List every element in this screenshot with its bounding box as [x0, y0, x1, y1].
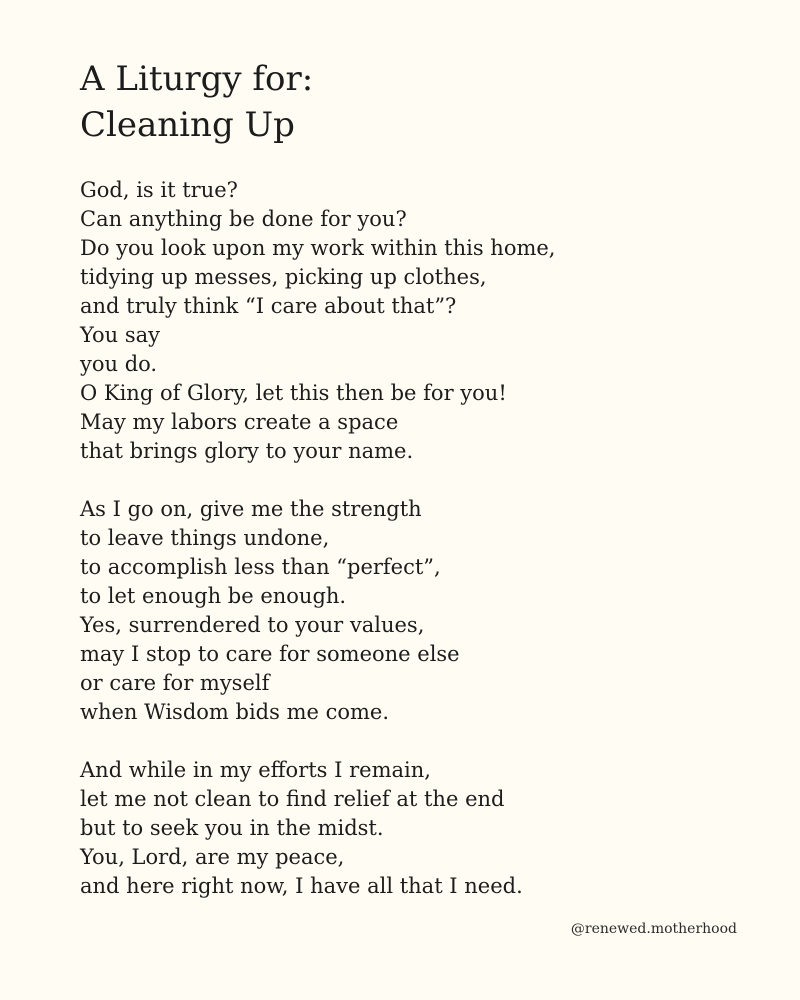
- poem-line: You, Lord, are my peace,: [80, 845, 345, 869]
- poem-body: [80, 176, 760, 901]
- poem-line: and truly think “I care about that”?: [80, 294, 457, 318]
- poem-line: to leave things undone,: [80, 526, 330, 550]
- poem-line: As I go on, give me the strength: [80, 497, 422, 521]
- social-handle: @renewed.motherhood: [570, 921, 737, 937]
- title-line-2: Cleaning Up: [80, 105, 295, 145]
- poem-line: to accomplish less than “perfect”,: [80, 555, 441, 579]
- poem-line: You say: [80, 323, 161, 347]
- poem-line: but to seek you in the midst.: [80, 816, 384, 840]
- poem-line: And while in my efforts I remain,: [80, 758, 431, 782]
- stanza-1: [80, 176, 760, 466]
- poem-line: God, is it true?: [80, 178, 238, 202]
- page-title: [80, 56, 760, 148]
- poem-line: to let enough be enough.: [80, 584, 347, 608]
- stanza-3: [80, 756, 760, 901]
- poem-line: that brings glory to your name.: [80, 439, 414, 463]
- poem-line: Can anything be done for you?: [80, 207, 407, 231]
- poem-line: tidying up messes, picking up clothes,: [80, 265, 487, 289]
- poem-line: May my labors create a space: [80, 410, 399, 434]
- poem-line: Yes, surrendered to your values,: [80, 613, 425, 637]
- poem-line: Do you look upon my work within this home,: [80, 236, 556, 260]
- poem-line: and here right now, I have all that I need.: [80, 874, 523, 898]
- poem-line: when Wisdom bids me come.: [80, 700, 390, 724]
- stanza-2: [80, 495, 760, 727]
- poem-line: you do.: [80, 352, 158, 376]
- poem-line: may I stop to care for someone else: [80, 642, 460, 666]
- title-line-1: A Liturgy for:: [80, 59, 314, 99]
- liturgy-page: [80, 56, 760, 930]
- poem-line: O King of Glory, let this then be for you!: [80, 381, 507, 405]
- poem-line: or care for myself: [80, 671, 270, 695]
- poem-line: let me not clean to find relief at the end: [80, 787, 505, 811]
